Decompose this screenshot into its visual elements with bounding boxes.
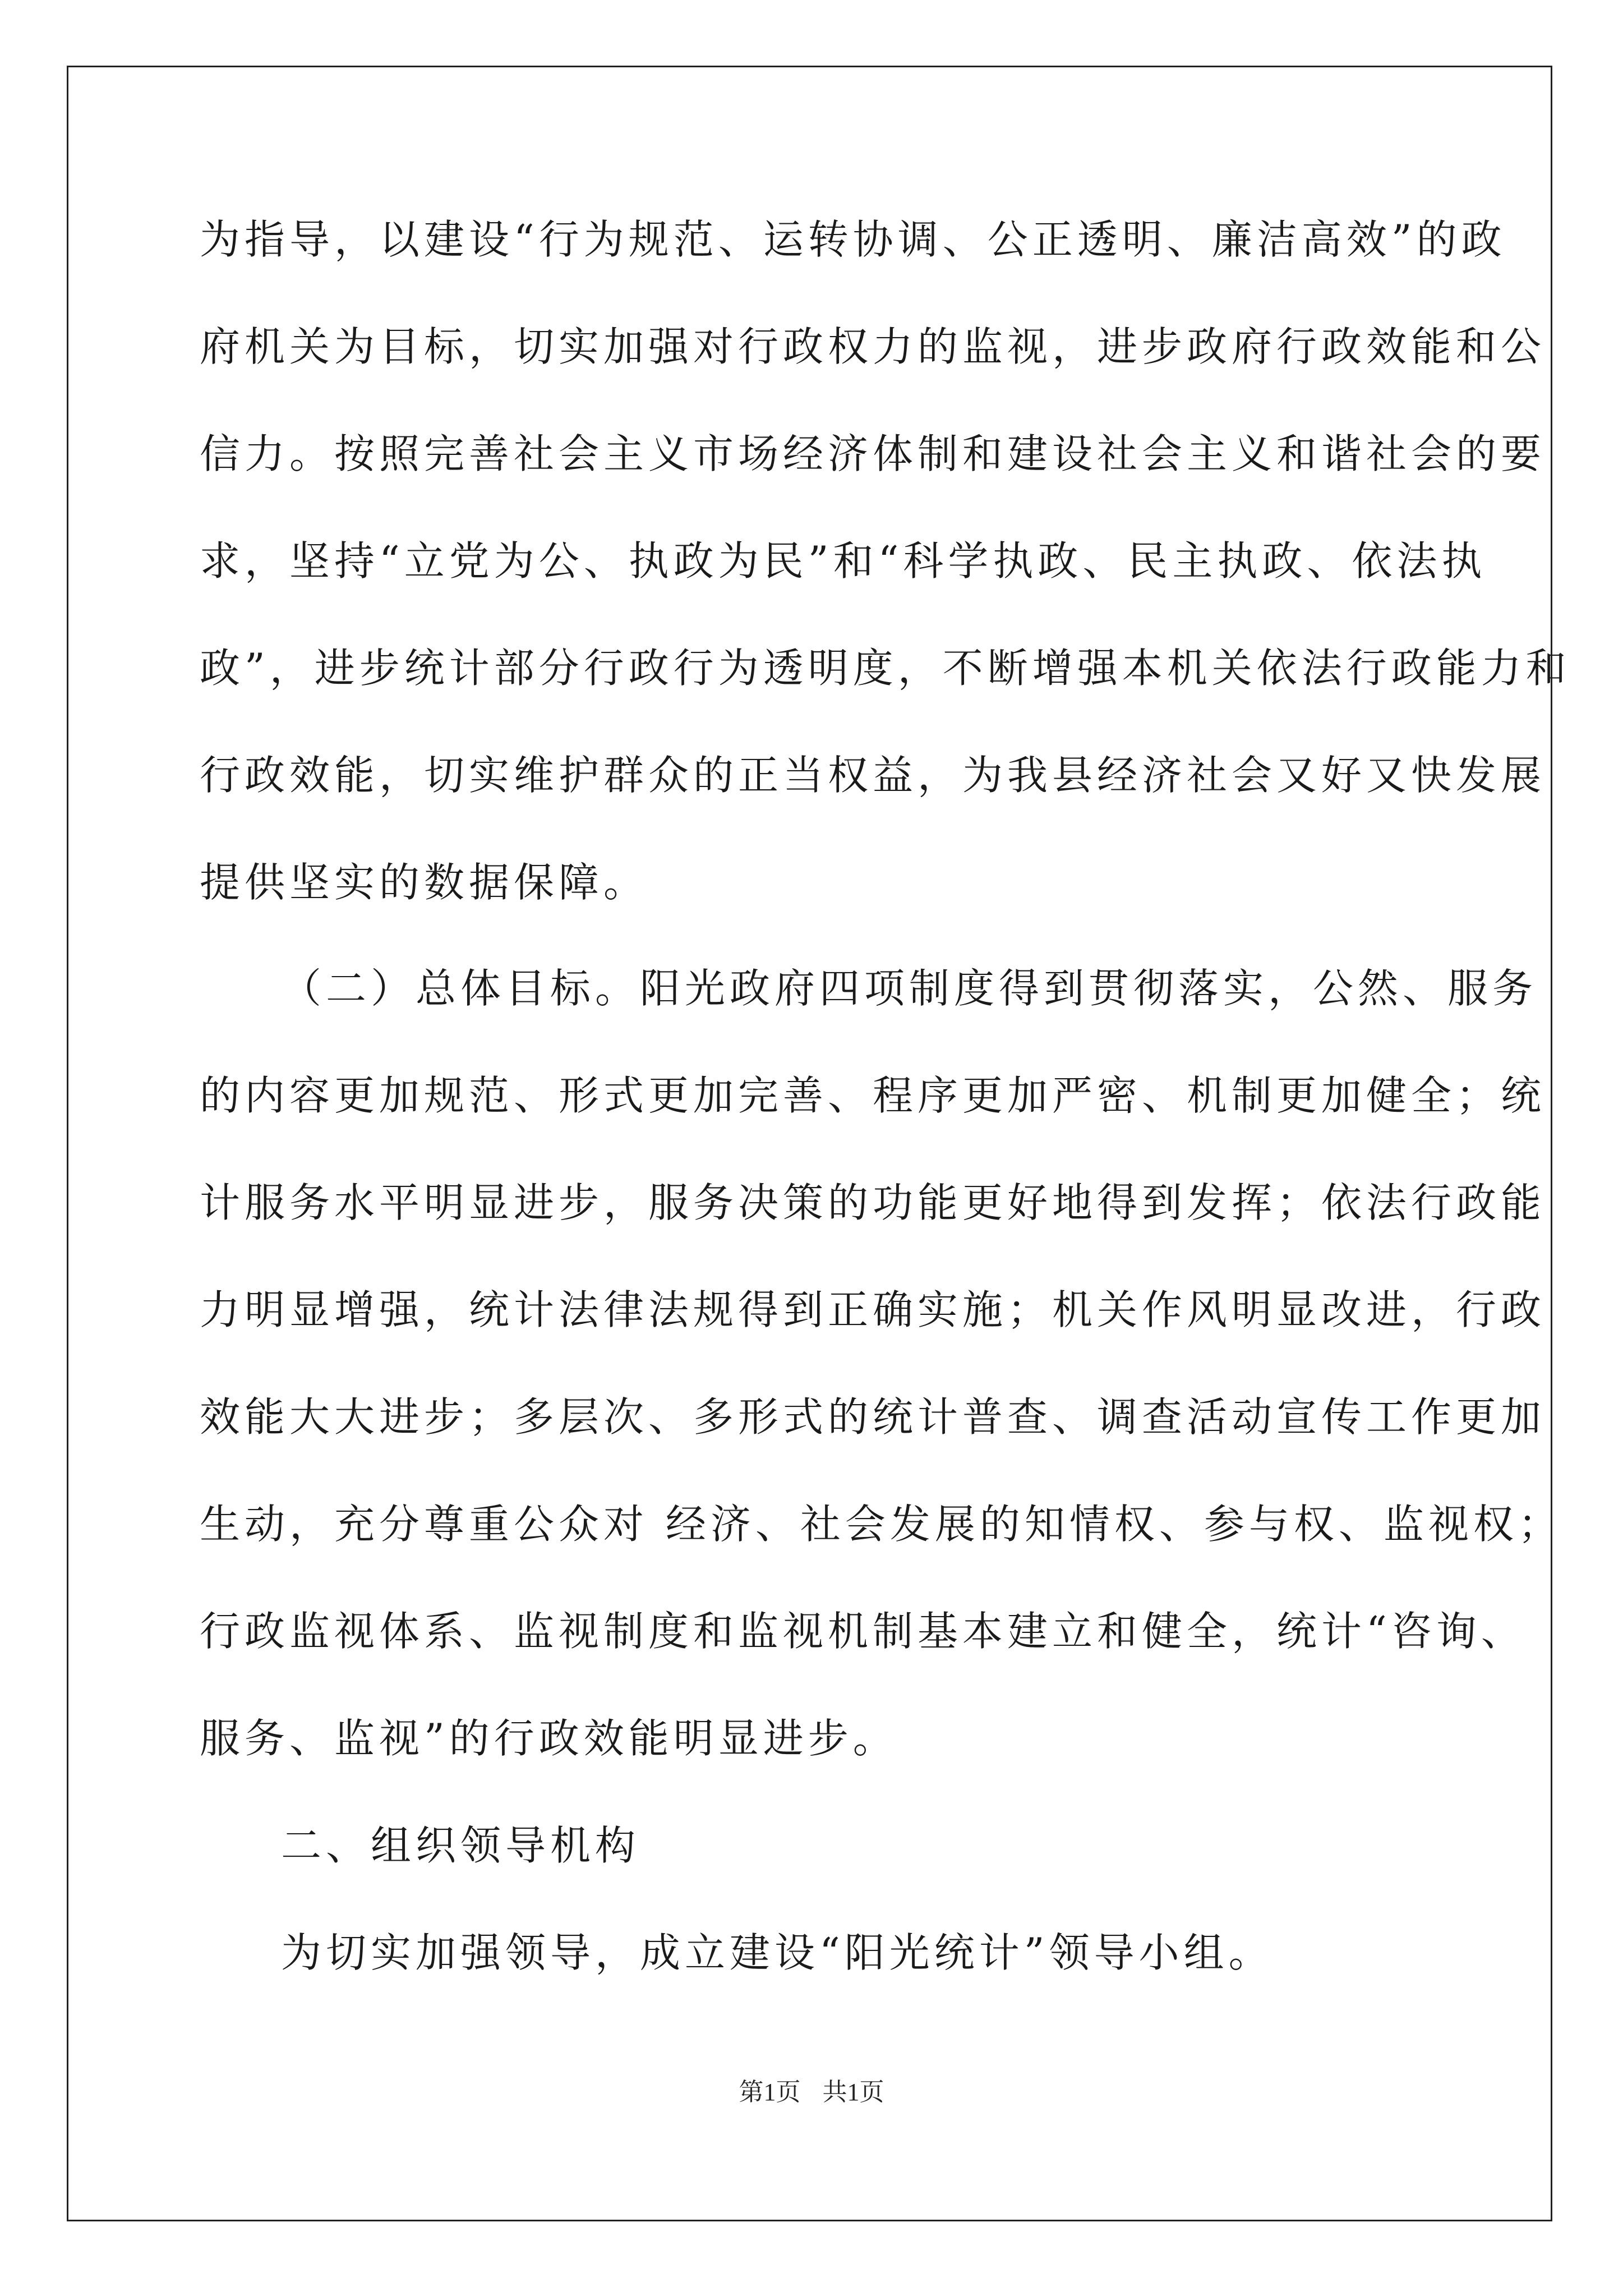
page-footer <box>0 2076 1623 2109</box>
paragraph-line: 力明显增强，统计法律法规得到正确实施；机关作风明显改进，行政 <box>200 1286 1546 1333</box>
paragraph-line: 的内容更加规范、形式更加完善、程序更加严密、机制更加健全；统 <box>200 1072 1546 1119</box>
page-number: 第1页 <box>739 2078 801 2106</box>
paragraph-line: 提供坚实的数据保障。 <box>200 859 649 906</box>
section-heading: 二、组织领导机构 <box>281 1822 640 1869</box>
paragraph-line: 政”，进步统计部分行政行为透明度，不断增强本机关依法行政能力和 <box>200 645 1571 692</box>
paragraph-line: 服务、监视”的行政效能明显进步。 <box>200 1715 898 1762</box>
paragraph-line: 效能大大进步；多层次、多形式的统计普查、调查活动宣传工作更加 <box>200 1393 1546 1441</box>
paragraph-line: 计服务水平明显进步，服务决策的功能更好地得到发挥；依法行政能 <box>200 1179 1546 1226</box>
paragraph-line: 行政监视体系、监视制度和监视机制基本建立和健全，统计“咨询、 <box>200 1608 1526 1655</box>
paragraph-line: 求，坚持“立党为公、执政为民”和“科学执政、民主执政、依法执 <box>200 537 1487 585</box>
paragraph-line: 信力。按照完善社会主义市场经济体制和建设社会主义和谐社会的要 <box>200 430 1546 477</box>
paragraph-line: 府机关为目标，切实加强对行政权力的监视，进步政府行政效能和公 <box>200 323 1546 370</box>
page-total: 共1页 <box>822 2078 884 2106</box>
page-border <box>67 66 1552 2221</box>
paragraph-line: 为指导，以建设“行为规范、运转协调、公正透明、廉洁高效”的政 <box>200 216 1506 263</box>
paragraph-line: 行政效能，切实维护群众的正当权益，为我县经济社会又好又快发展 <box>200 752 1546 799</box>
paragraph-line: 生动，充分尊重公众对 经济、社会发展的知情权、参与权、监视权； <box>200 1501 1563 1548</box>
section-heading-line: （二）总体目标。阳光政府四项制度得到贯彻落实，公然、服务 <box>281 965 1538 1012</box>
paragraph-line: 为切实加强领导，成立建设“阳光统计”领导小组。 <box>281 1929 1274 1976</box>
